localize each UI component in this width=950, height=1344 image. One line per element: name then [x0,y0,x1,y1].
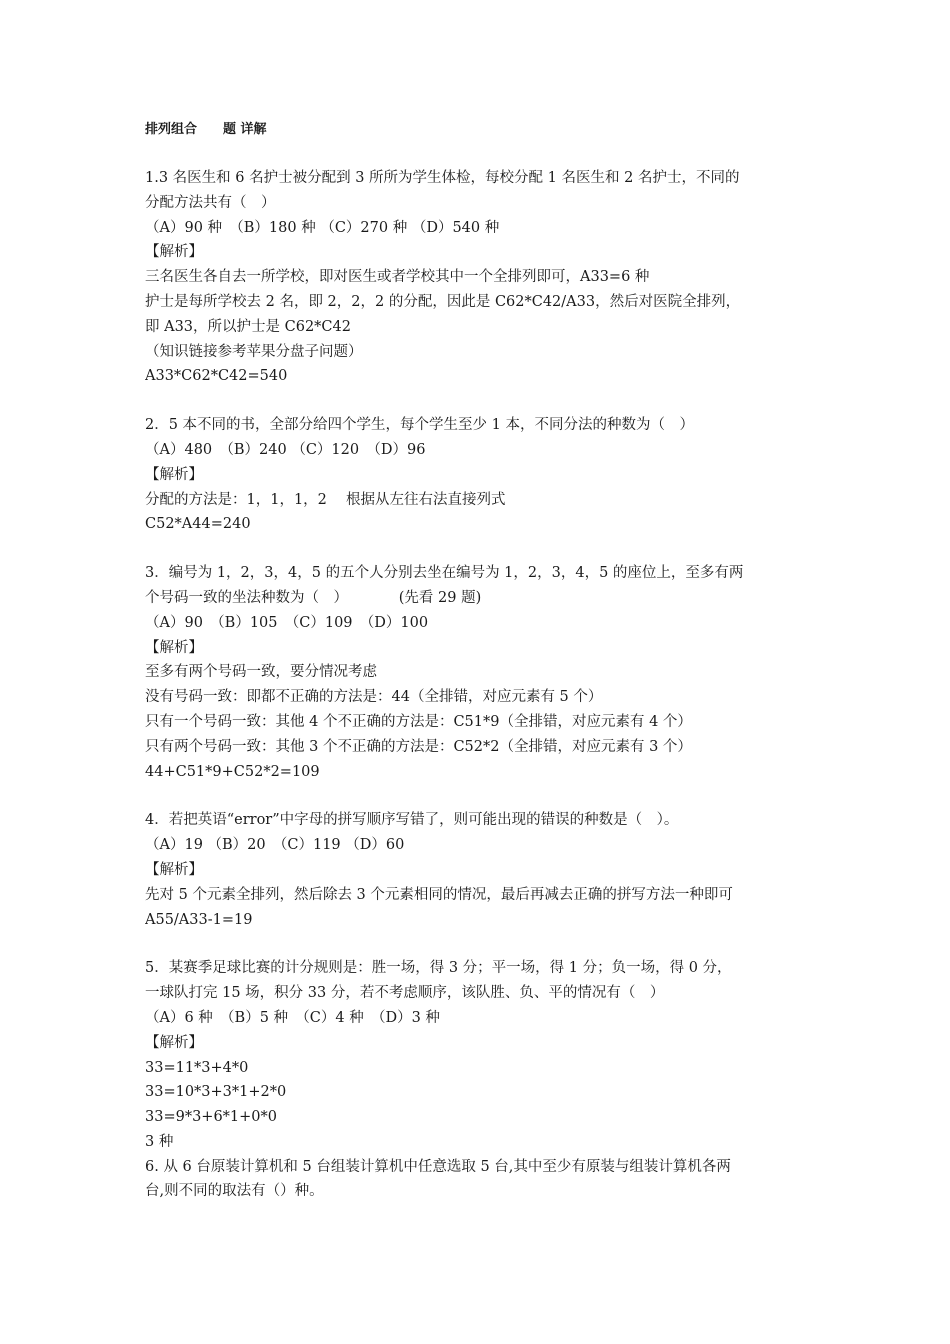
problem-line: A55/A33-1=19 [145,911,253,928]
problem-line: A33*C62*C42=540 [145,368,288,385]
problem-line: 分配的方法是：1，1，1，2 根据从左往右法直接列式 [145,491,506,508]
problem-line: 3 种 [145,1133,174,1150]
problem-3 [145,561,825,784]
problem-line: 33=9*3+6*1+0*0 [145,1109,278,1126]
problem-line: 至多有两个号码一致，要分情况考虑 [145,664,377,681]
problem-line: 33=11*3+4*0 [145,1059,249,1076]
problem-list [145,166,825,1204]
problem-line: 一球队打完 15 场，积分 33 分，若不考虑顺序，该队胜、负、平的情况有（ ） [145,985,665,1002]
problem-line: 三名医生各自去一所学校，即对医生或者学校其中一个全排列即可，A33=6 种 [145,269,650,286]
problem-line: （A）480 （B）240 （C）120 （D）96 [145,441,426,458]
problem-line: 【解析】 [145,466,203,483]
problem-line: 先对 5 个元素全排列，然后除去 3 个元素相同的情况，最后再减去正确的拼写方法一种即可 [145,886,733,903]
problem-line: 没有号码一致：即都不正确的方法是：44（全排错，对应元素有 5 个） [145,689,603,706]
problem-line: 即 A33，所以护士是 C62*C42 [145,318,351,335]
problem-line: 个号码一致的坐法种数为（ ） (先看 29 题) [145,589,482,606]
problem-6 [145,1155,825,1205]
problem-1 [145,166,825,389]
problem-5 [145,956,825,1154]
problem-line: （A）90 种 （B）180 种 （C）270 种 （D）540 种 [145,219,500,236]
problem-line: 5．某赛季足球比赛的计分规则是：胜一场，得 3 分；平一场，得 1 分；负一场，得 0 分， [145,960,732,977]
problem-line: 4．若把英语“error”中字母的拼写顺序写错了，则可能出现的错误的种数是（ ）。 [145,812,679,829]
problem-line: （A）90 （B）105 （C）109 （D）100 [145,614,429,631]
problem-line: 2．5 本不同的书，全部分给四个学生，每个学生至少 1 本，不同分法的种数为（ ） [145,417,695,434]
problem-line: 【解析】 [145,639,203,656]
problem-line: 【解析】 [145,1034,203,1051]
problem-line: 台,则不同的取法有（）种。 [145,1183,324,1200]
problem-line: 3．编号为 1，2，3，4，5 的五个人分别去坐在编号为 1，2，3，4，5 的座位上，至多有两 [145,565,744,582]
problem-line: 只有两个号码一致：其他 3 个不正确的方法是：C52*2（全排错，对应元素有 3 个） [145,738,692,755]
problem-2 [145,413,825,537]
problem-4 [145,808,825,932]
problem-line: （A）6 种 （B）5 种 （C）4 种 （D）3 种 [145,1009,440,1026]
problem-line: 44+C51*9+C52*2=109 [145,763,320,780]
problem-line: 33=10*3+3*1+2*0 [145,1084,287,1101]
document-title: 排列组合 题 详解 [145,122,267,137]
problem-line: 6. 从 6 台原装计算机和 5 台组装计算机中任意选取 5 台,其中至少有原装与组装计算机各两 [145,1158,731,1175]
problem-line: 1.3 名医生和 6 名护士被分配到 3 所所为学生体检，每校分配 1 名医生和 2 名护士，不同的 [145,170,740,186]
problem-line: 分配方法共有（ ） [145,194,276,211]
problem-line: （A）19 （B）20 （C）119 （D）60 [145,837,405,854]
problem-line: 【解析】 [145,244,203,261]
problem-line: （知识链接参考苹果分盘子问题） [145,343,363,360]
problem-line: C52*A44=240 [145,516,251,533]
problem-line: 只有一个号码一致：其他 4 个不正确的方法是：C51*9（全排错，对应元素有 4 个） [145,713,692,730]
problem-line: 护士是每所学校去 2 名，即 2，2，2 的分配，因此是 C62*C42/A33，然后对医院全排列， [145,293,741,310]
document-page [145,118,825,1204]
problem-line: 【解析】 [145,861,203,878]
